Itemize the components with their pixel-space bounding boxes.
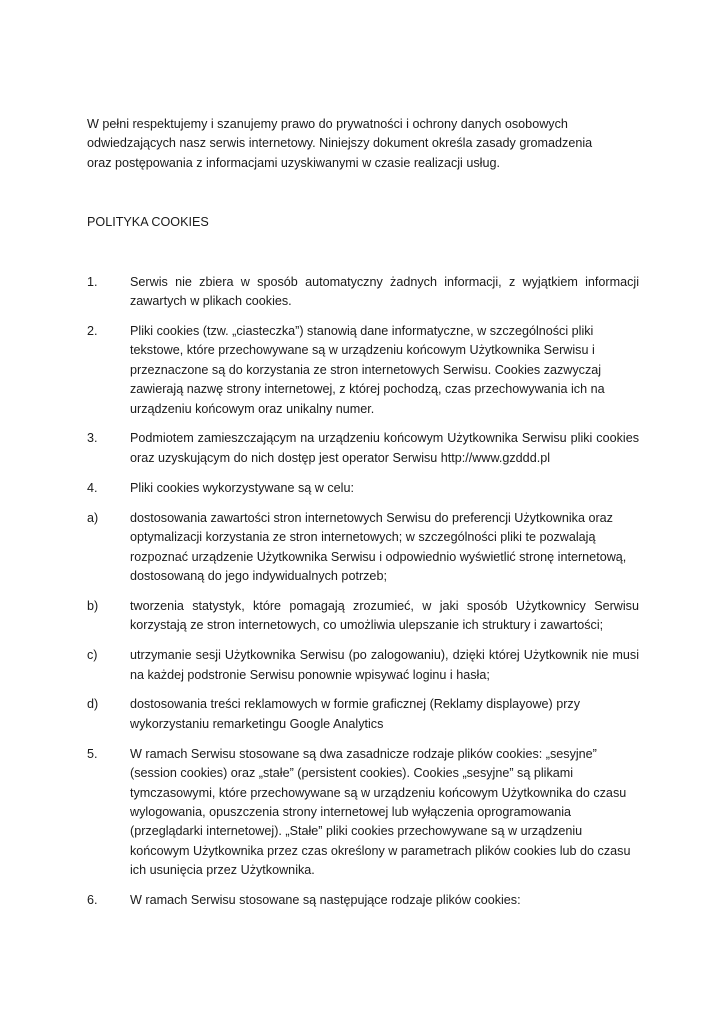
document-body — [87, 115, 639, 921]
list-item-text: tworzenia statystyk, które pomagają zrozumieć, w jaki sposób Użytkownicy Serwisu korzystają ze stron internetowych, co umożliwia ulepszanie ich struktury i zawartości; — [130, 598, 639, 633]
list-item-number: b) — [87, 598, 99, 613]
list-item-text: W ramach Serwisu stosowane są dwa zasadnicze rodzaje plików cookies: „sesyjne” (session cookies) oraz „stałe” (persistent cookies). Cookies „sesyjne” są plikami tymczasowymi, które przechowywane są w urządzeniu końcowym Użytkownika do czasu wylogowania, opuszczenia strony internetowej lub wyłączenia oprogramowania (przeglądarki internetowej). „Stałe” pliki cookies przechowywane są w urządzeniu końcowym Użytkownika przez czas określony w parametrach plików cookies lub do czasu ich usunięcia przez Użytkownika. — [130, 746, 631, 878]
intro-line: W pełni respektujemy i szanujemy prawo do prywatności i ochrony danych osobowych — [87, 117, 568, 131]
list-item-text: utrzymanie sesji Użytkownika Serwisu (po zalogowaniu), dzięki której Użytkownik nie musi na każdej podstronie Serwisu ponownie wpisywać loginu i hasła; — [130, 648, 639, 682]
list-item — [87, 597, 639, 636]
list-item — [87, 273, 639, 312]
cookies-policy-list — [87, 273, 639, 911]
list-item-number: 4. — [87, 480, 98, 495]
intro-line: oraz postępowania z informacjami uzyskiwanymi w czasie realizacji usług. — [87, 155, 500, 170]
intro-line: odwiedzających nasz serwis internetowy. Niniejszy dokument określa zasady gromadzenia — [87, 136, 593, 151]
list-item-number: d) — [87, 697, 99, 712]
list-item-number: 6. — [87, 893, 98, 908]
list-item — [87, 695, 639, 734]
list-item-number: 1. — [87, 274, 98, 289]
section-heading: POLITYKA COOKIES — [87, 215, 209, 230]
list-item-text: dostosowania zawartości stron internetowych Serwisu do preferencji Użytkownika oraz optymalizacji korzystania ze stron internetowych; w szczególności pliki te pozwalają rozpoznać urządzenie Użytkownika Serwisu i odpowiednio wyświetlić stronę internetową, dostosowaną do jego indywidualnych potrzeb; — [130, 510, 627, 583]
list-item-text: Pliki cookies wykorzystywane są w celu: — [130, 480, 354, 495]
list-item-text: Pliki cookies (tzw. „ciasteczka”) stanowią dane informatyczne, w szczególności pliki tekstowe, które przechowywane są w urządzeniu końcowym Użytkownika Serwisu i przeznaczone są do korzystania ze stron internetowych Serwisu. Cookies zazwyczaj zawierają nazwę strony internetowej, z której pochodzą, czas przechowywania ich na urządzeniu końcowym oraz unikalny numer. — [130, 323, 605, 416]
list-item — [87, 509, 639, 587]
list-item-number: 3. — [87, 431, 98, 446]
list-item — [87, 479, 639, 498]
list-item — [87, 745, 639, 881]
list-item — [87, 891, 639, 910]
list-item-text: W ramach Serwisu stosowane są następujące rodzaje plików cookies: — [130, 893, 521, 908]
list-item-number: c) — [87, 648, 98, 663]
list-item-text: dostosowania treści reklamowych w formie graficznej (Reklamy displayowe) przy wykorzystaniu remarketingu Google Analytics — [130, 697, 581, 731]
list-item-text: Podmiotem zamieszczającym na urządzeniu końcowym Użytkownika Serwisu pliki cookies oraz uzyskującym do nich dostęp jest operator Serwisu http://www.gzddd.pl — [130, 431, 639, 465]
list-item-number: 5. — [87, 746, 98, 761]
list-item — [87, 322, 639, 419]
list-item — [87, 646, 639, 685]
intro-paragraph — [87, 115, 639, 173]
list-item-number: 2. — [87, 323, 98, 338]
list-item-number: a) — [87, 510, 99, 525]
list-item — [87, 429, 639, 468]
list-item-text: Serwis nie zbiera w sposób automatyczny żadnych informacji, z wyjątkiem informacji zawartych w plikach cookies. — [130, 274, 639, 309]
